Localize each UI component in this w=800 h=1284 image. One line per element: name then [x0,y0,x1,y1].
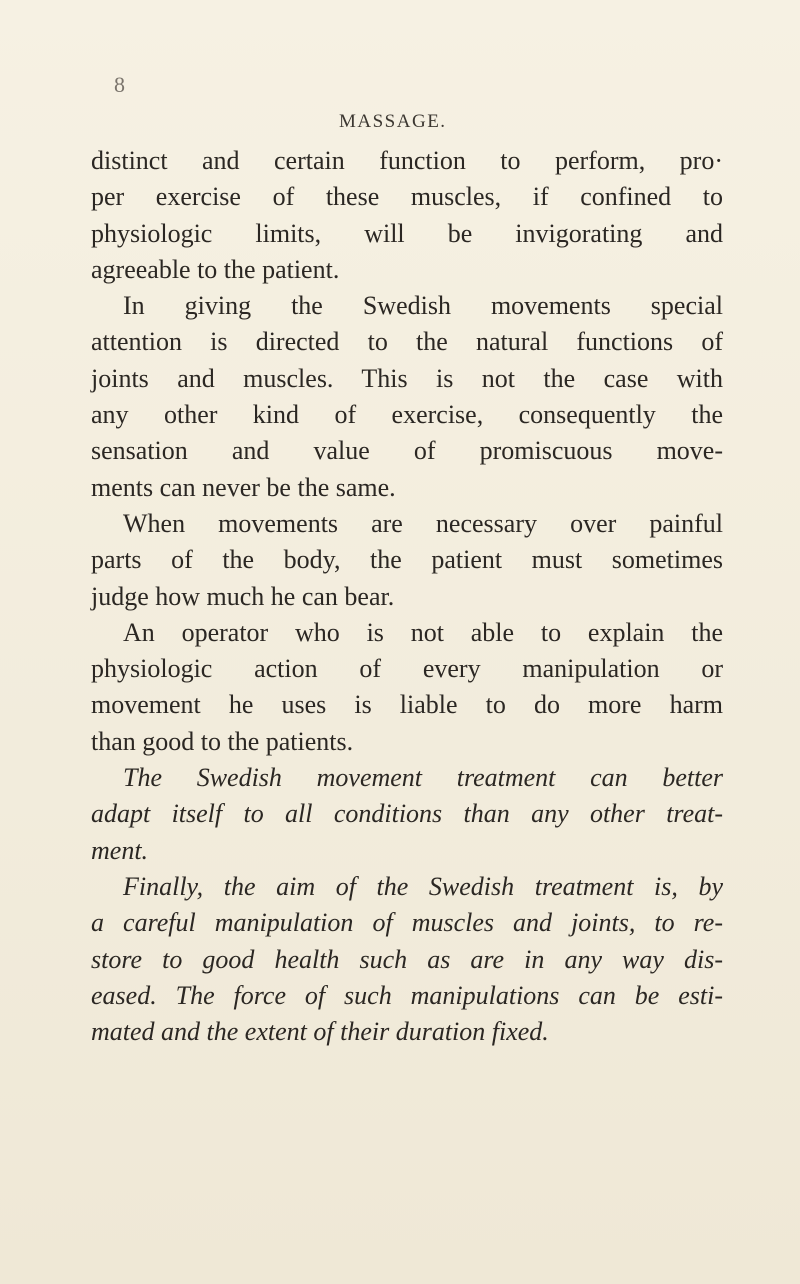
text-line: sensation and value of promiscuous move- [91,436,723,466]
italic-text-line: Finally, the aim of the Swedish treatment is, by [123,871,723,901]
italic-text-line: The Swedish movement treatment can better [123,763,723,793]
body-text [91,143,723,1050]
text-line: distinct and certain function to perform, pro· [91,146,723,175]
text-line: movement he uses is liable to do more harm [91,690,723,720]
text-line: physiologic limits, will be invigorating and [91,218,723,248]
italic-text-line: eased. The force of such manipulations can be esti- [91,980,723,1010]
italic-text-line: a careful manipulation of muscles and joints, to re- [91,908,723,938]
text-line: agreeable to the patient. [91,254,340,284]
text-line: joints and muscles. This is not the case with [91,363,723,393]
text-line: attention is directed to the natural functions of [91,327,723,357]
text-line: physiologic action of every manipulation or [91,654,723,684]
italic-text-line: adapt itself to all conditions than any other treat- [91,799,723,829]
italic-text-line: store to good health such as are in any way dis- [91,944,723,974]
text-line: than good to the patients. [91,726,354,756]
text-line: parts of the body, the patient must sometimes [91,545,723,575]
running-head: MASSAGE. [339,111,447,132]
text-line: per exercise of these muscles, if confined to [91,182,723,212]
text-line: judge how much he can bear. [91,581,395,611]
page-number: 8 [114,72,125,97]
italic-text-line: ment. [91,835,149,865]
italic-text-line: mated and the extent of their duration fixed. [91,1017,549,1047]
text-line: When movements are necessary over painful [123,508,723,538]
text-line: In giving the Swedish movements special [123,291,723,321]
text-line: any other kind of exercise, consequently the [91,400,723,430]
text-line: ments can never be the same. [91,472,396,502]
text-line: An operator who is not able to explain the [123,617,723,647]
